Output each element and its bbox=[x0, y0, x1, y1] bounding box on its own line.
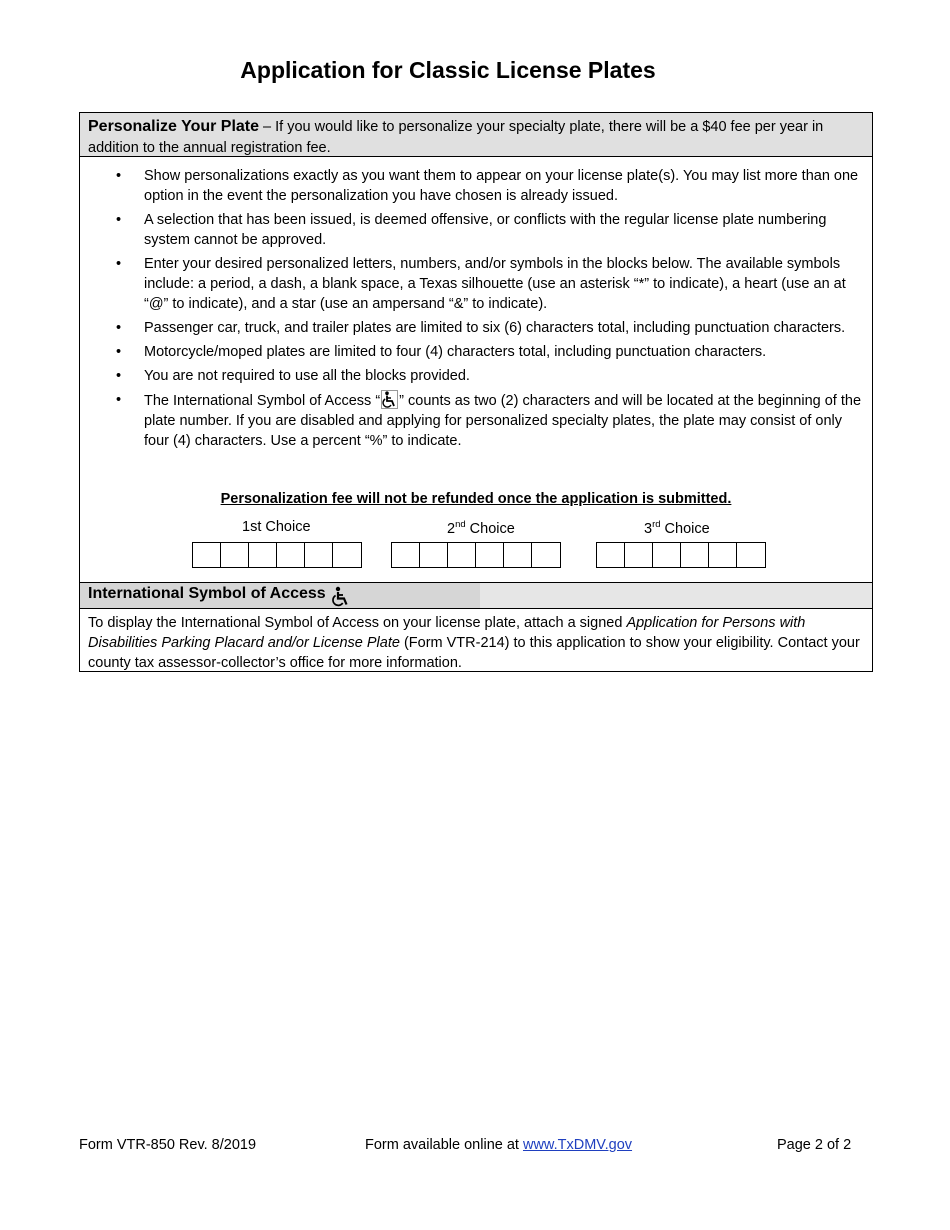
page-number: Page 2 of 2 bbox=[777, 1137, 852, 1153]
character-block[interactable] bbox=[476, 543, 504, 567]
wheelchair-icon bbox=[381, 390, 398, 409]
list-item-text: Passenger car, truck, and trailer plates are limited to six (6) characters total, including punctuation characters. bbox=[144, 320, 846, 336]
list-item-text: Enter your desired personalized letters, numbers, and/or symbols in the blocks below. The available symbols include: a period, a dash, a blank space, a Texas silhouette (use an asterisk “*” to indicate), a heart (use an at “@” to indicate), and a star (use an ampersand “&” to indicate). bbox=[144, 256, 846, 312]
fee-note: Personalization fee will not be refunded once the application is submitted. bbox=[220, 491, 732, 507]
first-choice-label: 1st Choice bbox=[242, 519, 311, 535]
character-block[interactable] bbox=[532, 543, 560, 567]
personalize-header-text: – If you would like to personalize your specialty plate, there will be a $40 fee per year in addition to the annual registration fee. bbox=[88, 119, 824, 156]
character-block[interactable] bbox=[193, 543, 221, 567]
access-header-title: International Symbol of Access bbox=[88, 585, 326, 602]
personalize-header bbox=[80, 113, 872, 157]
access-header bbox=[80, 582, 872, 609]
list-item-text: The International Symbol of Access “ bbox=[144, 393, 381, 409]
character-block[interactable] bbox=[504, 543, 532, 567]
access-instructions: To display the International Symbol of Access on your license plate, attach a signed Application for Persons with Disabilities Parking Placard and/or License Plate (Form VTR-214) to this application to show your eligibility. Contact your county tax assessor-collector’s office for more information. bbox=[88, 615, 860, 671]
instructions-list bbox=[116, 166, 866, 455]
page-title: Application for Classic License Plates bbox=[240, 57, 656, 83]
list-item-text: You are not required to use all the blocks provided. bbox=[144, 368, 470, 384]
list-item-text: A selection that has been issued, is deemed offensive, or conflicts with the regular license plate numbering system cannot be approved. bbox=[144, 212, 827, 248]
list-item: • Passenger car, truck, and trailer plates are limited to six (6) characters total, including punctuation characters. bbox=[116, 320, 846, 336]
character-block[interactable] bbox=[392, 543, 420, 567]
form-id: Form VTR-850 Rev. 8/2019 bbox=[79, 1137, 257, 1153]
first-choice-blocks[interactable] bbox=[192, 542, 362, 568]
second-choice-blocks[interactable] bbox=[391, 542, 561, 568]
character-block[interactable] bbox=[681, 543, 709, 567]
third-choice-label: 3rd Choice bbox=[644, 519, 710, 537]
character-block[interactable] bbox=[448, 543, 476, 567]
character-block[interactable] bbox=[737, 543, 765, 567]
form-section bbox=[79, 112, 873, 672]
character-block[interactable] bbox=[597, 543, 625, 567]
list-item: • The International Symbol of Access “ ” counts as two (2) characters and will be located at the beginning of the plate number. If you are disabled and applying for personalized specialty plates, the plate may consist of only four (4) characters. Use a percent “%” to indicate. bbox=[116, 392, 862, 449]
second-choice-label: 2nd Choice bbox=[447, 519, 515, 537]
character-block[interactable] bbox=[305, 543, 333, 567]
list-item: • Show personalizations exactly as you want them to appear on your license plate(s). You may list more than one option in the event the personalization you have chosen is already issued. bbox=[116, 168, 859, 204]
list-item: • Enter your desired personalized letters, numbers, and/or symbols in the blocks below. The available symbols include: a period, a dash, a blank space, a Texas silhouette (use an asterisk “*” to indicate), a heart (use an at “@” to indicate), and a star (use an ampersand “&” to indicate). bbox=[116, 256, 846, 312]
character-block[interactable] bbox=[249, 543, 277, 567]
character-block[interactable] bbox=[420, 543, 448, 567]
personalize-header-title: Personalize Your Plate bbox=[88, 118, 260, 135]
list-item-text: Motorcycle/moped plates are limited to four (4) characters total, including punctuation characters. bbox=[144, 344, 767, 360]
txdmv-link[interactable]: www.TxDMV.gov bbox=[522, 1137, 633, 1153]
character-block[interactable] bbox=[625, 543, 653, 567]
character-block[interactable] bbox=[709, 543, 737, 567]
list-item-text: Show personalizations exactly as you want them to appear on your license plate(s). You may list more than one option in the event the personalization you have chosen is already issued. bbox=[144, 168, 859, 204]
form-online: Form available online at www.TxDMV.gov bbox=[365, 1137, 633, 1153]
character-block[interactable] bbox=[333, 543, 361, 567]
character-block[interactable] bbox=[221, 543, 249, 567]
character-block[interactable] bbox=[277, 543, 305, 567]
list-item: • You are not required to use all the blocks provided. bbox=[116, 368, 470, 384]
wheelchair-icon bbox=[331, 586, 351, 607]
third-choice-blocks[interactable] bbox=[596, 542, 766, 568]
list-item: • A selection that has been issued, is deemed offensive, or conflicts with the regular license plate numbering system cannot be approved. bbox=[116, 212, 827, 248]
list-item-text: ” counts as two (2) characters and will be located at the beginning of the plate number. If you are disabled and applying for personalized specialty plates, the plate may consist of only four (4) characters. Use a percent “%” to indicate. bbox=[144, 393, 862, 449]
list-item: • Motorcycle/moped plates are limited to four (4) characters total, including punctuation characters. bbox=[116, 344, 767, 360]
character-block[interactable] bbox=[653, 543, 681, 567]
